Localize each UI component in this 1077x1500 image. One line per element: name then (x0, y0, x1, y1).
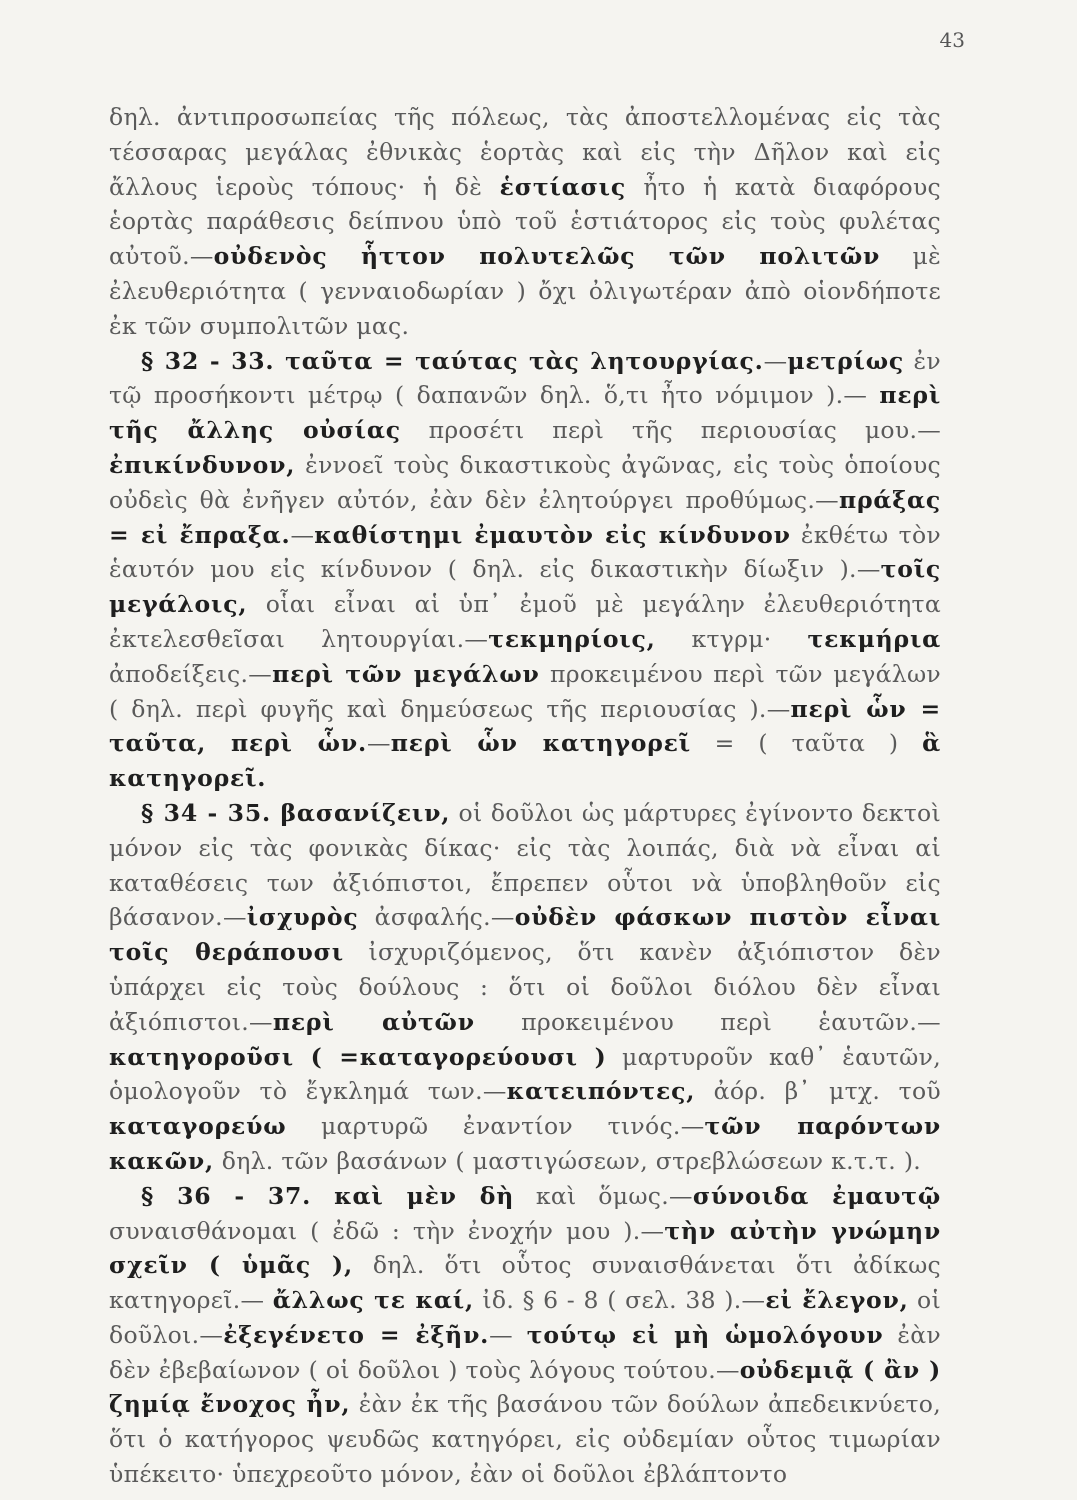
lemma-term: οὐδεμιᾷ ( ἂν ) ζημίᾳ ἔνοχος ἦν, (109, 1355, 941, 1419)
paragraph-p-36-37 (109, 1179, 941, 1492)
commentary-text-run: δηλ. ὅτι οὗτος συναισθάνεται ὅτι ἀδίκως κατηγορεῖ.— (109, 1251, 941, 1315)
lemma-term: περὶ ὧν κατηγορεῖ (390, 729, 691, 758)
commentary-text-run: — (290, 520, 315, 549)
lemma-term: πράξας = εἰ ἔπραξα. (109, 485, 941, 549)
commentary-text-run: ἀποδείξεις.— (109, 659, 273, 688)
paragraph-p-32-33 (109, 344, 941, 796)
commentary-text-run: ἦτο ἡ κατὰ διαφόρους ἑορτὰς παράθεσις δείπνου ὑπὸ τοῦ ἑστιάτορος εἰς τοὺς φυλέτας αὐτοῦ.— (109, 172, 941, 271)
commentary-text-run: μαρτυροῦν καθ᾽ ἑαυτῶν, ὁμολογοῦν τὸ ἔγκλημά των.— (109, 1042, 941, 1106)
paragraph-p-34-35 (109, 796, 941, 1179)
commentary-text-run: ἐννοεῖ τοὺς δικαστικοὺς ἀγῶνας, εἰς τοὺς ὁποίους οὐδεὶς θὰ ἐνῆγεν αὐτόν, ἐὰν δὲν ἐλητούργει προθύμως.— (109, 450, 941, 514)
commentary-text-run: ἐὰν δὲν ἐβεβαίωνον ( οἱ δοῦλοι ) τοὺς λόγους τούτου.— (109, 1320, 941, 1384)
commentary-text-run: δηλ. τῶν βασάνων ( μαστιγώσεων, στρεβλώσεων κ.τ.τ. ). (213, 1146, 922, 1175)
commentary-text-run: κτγρμ· (655, 624, 808, 653)
lemma-term: οὐδενὸς ἧττον πολυτελῶς τῶν πολιτῶν (213, 242, 881, 271)
commentary-text-run: ἰδ. § 6 - 8 ( σελ. 38 ).— (473, 1286, 766, 1315)
lemma-term: τεκμήρια (807, 624, 941, 653)
commentary-text-run: δηλ. ἀντιπροσωπείας τῆς πόλεως, τὰς ἀποστελλομένας εἰς τὰς τέσσαρας μεγάλας ἐθνικὰς ἑορτὰς καὶ εἰς τὴν Δῆλον καὶ εἰς ἄλλους ἱεροὺς τόπους· ἡ δὲ (109, 103, 941, 201)
lemma-term: περὶ ὧν = ταῦτα, περὶ ὧν. (109, 694, 942, 758)
lemma-term: τούτῳ εἰ μὴ ὡμολόγουν (526, 1320, 884, 1349)
commentary-text-run: ἐὰν ἐκ τῆς βασάνου τῶν δούλων ἀπεδεικνύετο, ὅτι ὁ κατήγορος ψευδῶς κατηγόρει, εἰς οὐδεμίαν οὗτος τιμωρίαν ὑπέκειτο· ὑπεχρεοῦτο μόνον, ἐὰν οἱ δοῦλοι ἐβλάπτοντο (109, 1390, 941, 1489)
lemma-term: περὶ αὐτῶν (272, 1007, 475, 1036)
lemma-term: τοῖς μεγάλοις, (109, 555, 941, 619)
commentary-text-run: ἐν τῷ προσήκοντι μέτρῳ ( δαπανῶν δηλ. ὅ,τι ἦτο νόμιμον ).— (109, 346, 941, 410)
commentary-text-run: — (763, 346, 788, 375)
lemma-term: § 36 - 37. καὶ μὲν δὴ (141, 1181, 515, 1210)
lemma-term: ἰσχυρὸς (246, 903, 359, 932)
commentary-text (109, 100, 941, 1492)
commentary-text-run: καὶ ὅμως.— (514, 1181, 693, 1210)
lemma-term: κατειπόντες, (506, 1077, 696, 1106)
page-number: 43 (939, 28, 965, 52)
commentary-text-run: μὲ ἐλευθεριότητα ( γενναιοδωρίαν ) ὄχι ὀλιγωτέραν ἀπὸ οἱονδήποτε ἐκ τῶν συμπολιτῶν μας. (109, 242, 941, 340)
commentary-text-run: μαρτυρῶ ἐναντίον τινός.— (286, 1112, 705, 1141)
lemma-term: οὐδὲν φάσκων πιστὸν εἶναι τοῖς θεράπουσι (109, 903, 941, 967)
lemma-term: καταγορεύω (109, 1112, 287, 1141)
commentary-text-run: ἀόρ. β᾽ μτχ. τοῦ (695, 1077, 941, 1106)
paragraph-p-intro (109, 100, 941, 344)
commentary-text-run: οἷαι εἶναι αἱ ὑπ᾽ ἐμοῦ μὲ μεγάλην ἐλευθεριότητα ἐκτελεσθεῖσαι λητουργίαι.— (109, 590, 941, 653)
commentary-text-run: οἱ δοῦλοι.— (109, 1286, 942, 1349)
lemma-term: § 34 - 35. βασανίζειν, (141, 798, 451, 827)
commentary-text-run: προκειμένου περὶ τῶν μεγάλων ( δηλ. περὶ φυγῆς καὶ δημεύσεως τῆς περιουσίας ).— (109, 659, 941, 723)
lemma-term: ἐπικίνδυνον, (109, 450, 296, 479)
lemma-term: καθίστημι ἐμαυτὸν εἰς κίνδυνον (314, 520, 791, 549)
commentary-text-run: οἱ δοῦλοι ὡς μάρτυρες ἐγίνοντο δεκτοὶ μόνον εἰς τὰς φονικὰς δίκας· εἰς τὰς λοιπάς, διὰ νὰ εἶναι αἱ καταθέσεις των ἀξιόπιστοι, ἔπρεπεν οὗτοι νὰ ὑποβληθοῦν εἰς βάσανον.— (109, 798, 941, 932)
commentary-text-run: ἰσχυριζόμενος, ὅτι κανὲν ἀξιόπιστον δὲν ὑπάρχει εἰς τοὺς δούλους : ὅτι οἱ δοῦλοι διόλου δὲν εἶναι ἀξιόπιστοι.— (109, 938, 941, 1036)
lemma-term: ἃ κατηγορεῖ. (109, 729, 941, 793)
commentary-text-run: συναισθάνομαι ( ἐδῶ : τὴν ἐνοχήν μου ).— (109, 1216, 665, 1245)
lemma-term: ἐξεγένετο = ἐξῆν. (223, 1320, 490, 1349)
lemma-term: ἄλλως τε καί, (272, 1286, 474, 1315)
commentary-text-run: προκειμένου περὶ ἑαυτῶν.— (474, 1007, 941, 1036)
commentary-text-run: = ( ταῦτα ) (690, 729, 923, 758)
commentary-text-run: — (489, 1320, 527, 1349)
lemma-term: περὶ τῶν μεγάλων (272, 659, 540, 688)
lemma-term: μετρίως (787, 346, 904, 375)
lemma-term: τεκμηρίοις, (488, 624, 656, 653)
lemma-term: περὶ τῆς ἄλλης οὐσίας (109, 381, 941, 445)
commentary-text-run: ἐκθέτω τὸν ἑαυτόν μου εἰς κίνδυνον ( δηλ. εἰς δικαστικὴν δίωξιν ).— (109, 520, 941, 584)
commentary-text-run: προσέτι περὶ τῆς περιουσίας μου.— (400, 416, 942, 445)
lemma-term: § 32 - 33. ταῦτα = ταύτας τὰς λητουργίας. (141, 346, 764, 375)
commentary-text-run: ἀσφαλής.— (358, 903, 515, 932)
lemma-term: ἑστίασις (499, 172, 626, 201)
lemma-term: εἰ ἔλεγον, (765, 1286, 909, 1315)
commentary-text-run: — (366, 729, 391, 758)
lemma-term: σύνοιδα ἐμαυτῷ (692, 1181, 942, 1210)
lemma-term: κατηγοροῦσι ( =καταγορεύουσι ) (109, 1042, 607, 1071)
lemma-term: τὴν αὐτὴν γνώμην σχεῖν ( ὑμᾶς ), (109, 1216, 941, 1280)
lemma-term: τῶν παρόντων κακῶν, (109, 1112, 941, 1175)
